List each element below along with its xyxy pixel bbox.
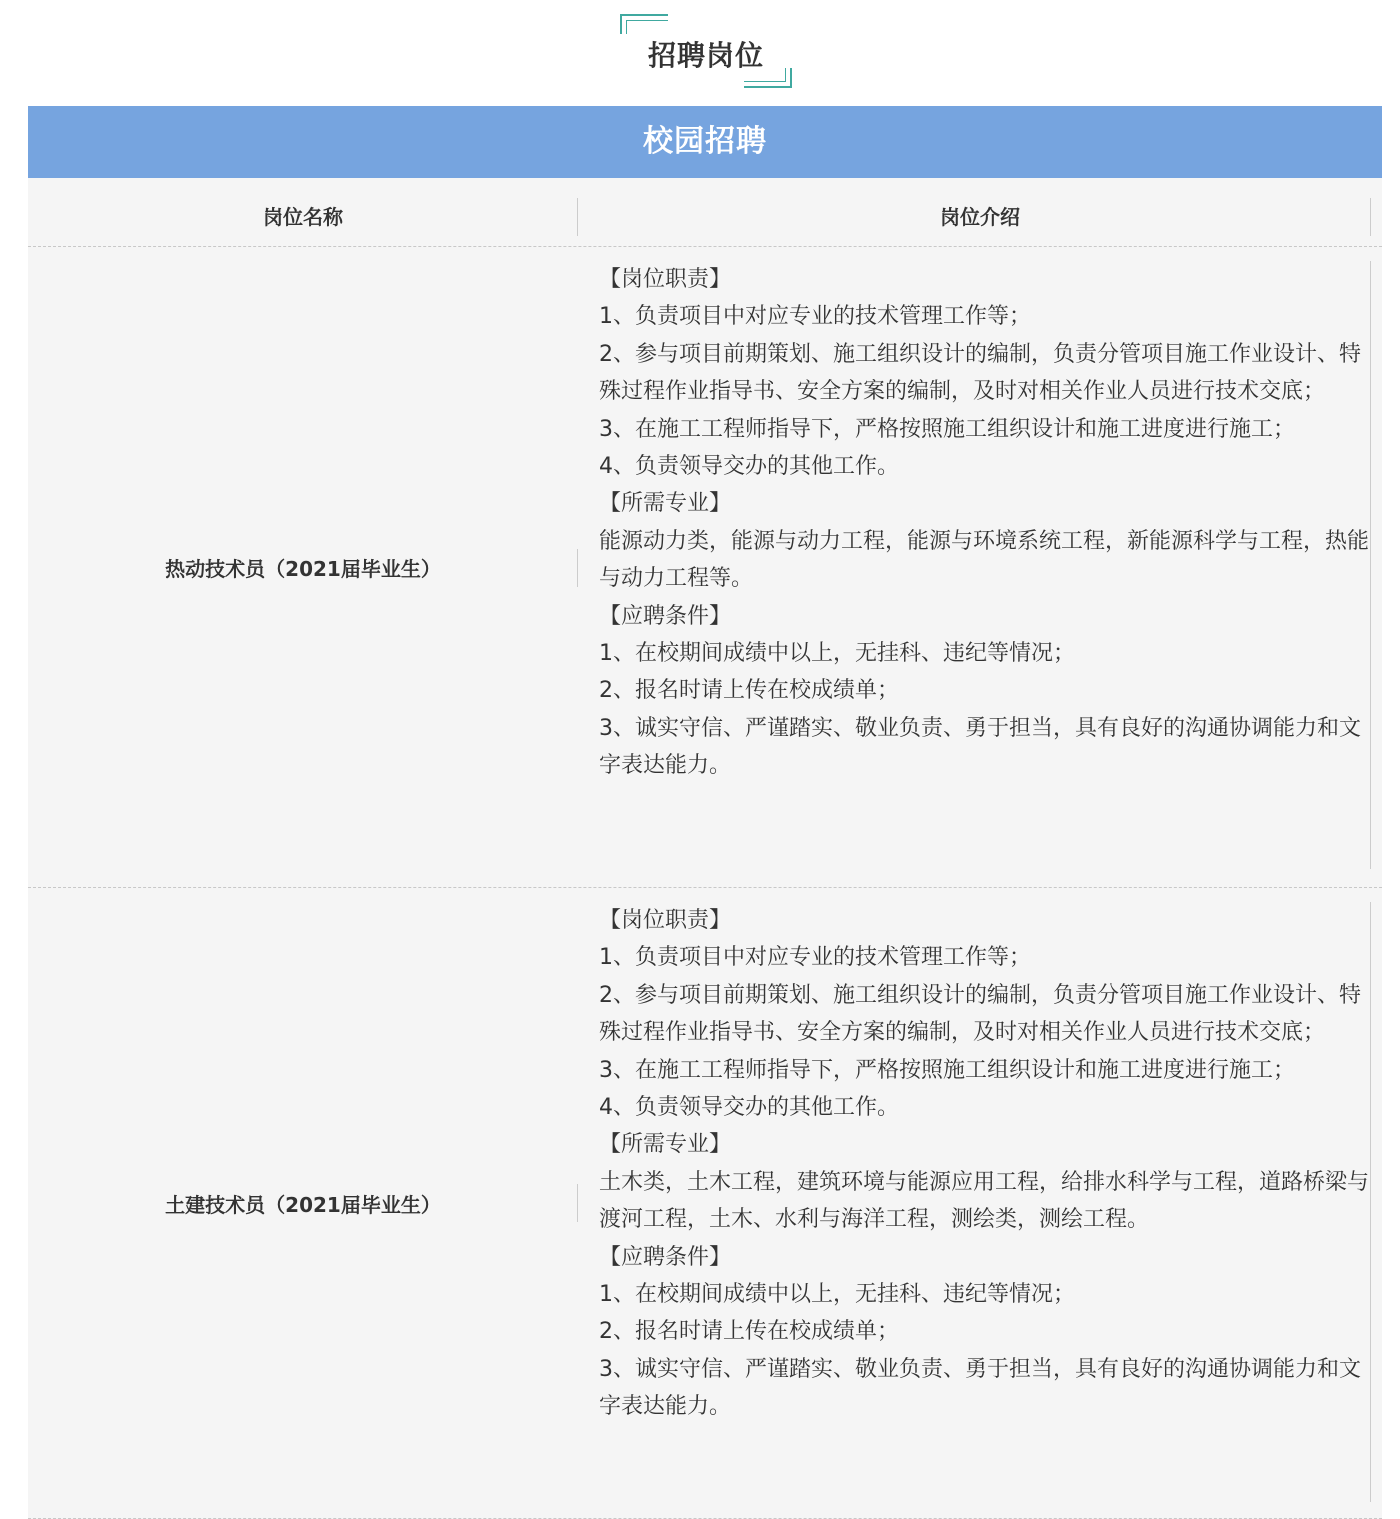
column-divider <box>577 1184 578 1222</box>
corner-bracket-bottom-right <box>785 68 786 82</box>
duty-item: 3、在施工工程师指导下，严格按照施工组织设计和施工进度进行施工； <box>599 1057 1295 1083</box>
section-heading-majors: 【所需专业】 <box>599 1132 732 1158</box>
duty-item: 3、在施工工程师指导下，严格按照施工组织设计和施工进度进行施工； <box>599 416 1295 442</box>
requirement-item: 2、报名时请上传在校成绩单； <box>599 678 899 704</box>
section-heading-requirements: 【应聘条件】 <box>599 603 732 629</box>
section-heading-duties: 【岗位职责】 <box>599 908 732 933</box>
corner-bracket-bottom-right <box>744 81 786 82</box>
section-heading-majors: 【所需专业】 <box>599 491 732 517</box>
job-name: 热动技术员（2021届毕业生） <box>165 556 441 581</box>
title-frame <box>620 14 792 88</box>
table-header <box>28 178 1382 247</box>
majors-text: 土木类，土木工程，建筑环境与能源应用工程，给排水科学与工程，道路桥梁与渡河工程，土木、水利与海洋工程，测绘类，测绘工程。 <box>599 1169 1370 1233</box>
column-divider <box>1370 902 1371 1502</box>
duty-item: 1、负责项目中对应专业的技术管理工作等； <box>599 945 1031 971</box>
job-description <box>599 261 1371 785</box>
corner-bracket-bottom-right <box>744 86 792 88</box>
job-description <box>599 902 1371 1426</box>
page-header <box>0 0 1400 96</box>
requirement-item: 3、诚实守信、严谨踏实、敬业负责、勇于担当，具有良好的沟通协调能力和文字表达能力。 <box>599 1356 1361 1420</box>
duty-item: 2、参与项目前期策划、施工组织设计的编制，负责分管项目施工作业设计、特殊过程作业指导书、安全方案的编制，及时对相关作业人员进行技术交底； <box>599 982 1361 1046</box>
column-divider <box>577 549 578 587</box>
duty-item: 4、负责领导交办的其他工作。 <box>599 1095 899 1121</box>
corner-bracket-top-left <box>626 20 627 34</box>
table-row <box>28 247 1382 888</box>
duty-item: 4、负责领导交办的其他工作。 <box>599 454 899 480</box>
column-divider <box>1370 261 1371 869</box>
column-divider <box>1370 198 1371 236</box>
majors-text: 能源动力类，能源与动力工程，能源与环境系统工程，新能源科学与工程，热能与动力工程等。 <box>599 528 1370 592</box>
section-heading-duties: 【岗位职责】 <box>599 267 732 292</box>
corner-bracket-top-left <box>620 14 622 34</box>
requirement-item: 1、在校期间成绩中以上，无挂科、违纪等情况； <box>599 1282 1075 1308</box>
header-job-name: 岗位名称 <box>263 205 343 229</box>
corner-bracket-top-left <box>626 20 668 21</box>
requirement-item: 3、诚实守信、严谨踏实、敬业负责、勇于担当，具有良好的沟通协调能力和文字表达能力。 <box>599 715 1361 779</box>
header-job-description: 岗位介绍 <box>940 205 1020 229</box>
duty-item: 2、参与项目前期策划、施工组织设计的编制，负责分管项目施工作业设计、特殊过程作业指导书、安全方案的编制，及时对相关作业人员进行技术交底； <box>599 341 1361 405</box>
corner-bracket-bottom-right <box>790 68 792 88</box>
section-heading-requirements: 【应聘条件】 <box>599 1244 732 1270</box>
job-name: 土建技术员（2021届毕业生） <box>165 1192 441 1217</box>
page-title: 招聘岗位 <box>647 39 764 72</box>
job-table <box>28 178 1382 1519</box>
requirement-item: 1、在校期间成绩中以上，无挂科、违纪等情况； <box>599 641 1075 667</box>
requirement-item: 2、报名时请上传在校成绩单； <box>599 1319 899 1345</box>
table-row <box>28 888 1382 1519</box>
duty-item: 1、负责项目中对应专业的技术管理工作等； <box>599 304 1031 330</box>
corner-bracket-top-left <box>620 14 668 16</box>
section-banner: 校园招聘 <box>28 106 1382 178</box>
